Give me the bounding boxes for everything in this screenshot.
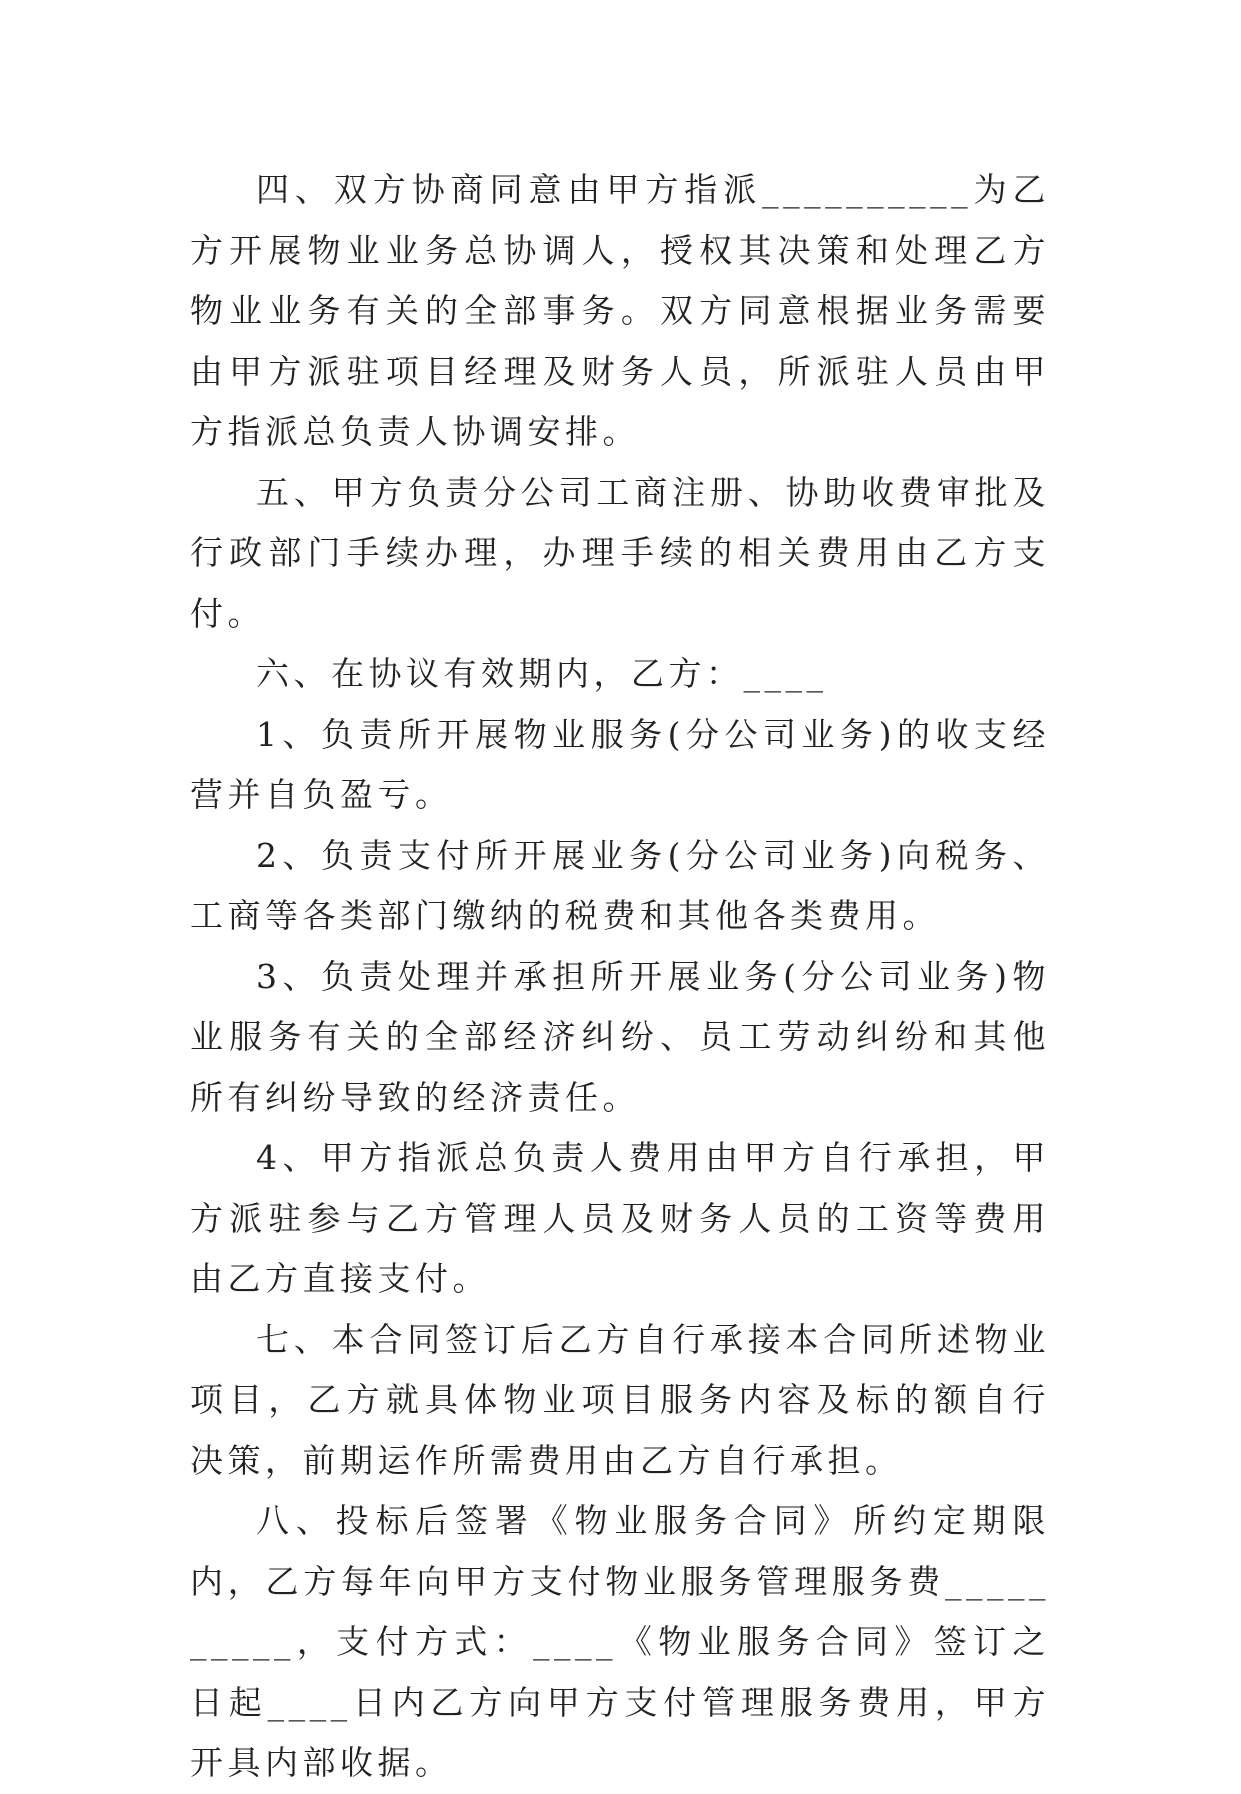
paragraph-6-item-1: 1、负责所开展物业服务(分公司业务)的收支经营并自负盈亏。 bbox=[190, 714, 1050, 814]
paragraph-6-item-3: 3、负责处理并承担所开展业务(分公司业务)物业服务有关的全部经济纠纷、员工劳动纠纷和其他所有纠纷导致的经济责任。 bbox=[190, 956, 1050, 1117]
paragraph-4-coordinator: 四、双方协商同意由甲方指派__________为乙方开展物业业务总协调人，授权其决策和处理乙方物业业务有关的全部事务。双方同意根据业务需要由甲方派驻项目经理及财务人员，所派驻人员由甲方指派总负责人协调安排。 bbox=[190, 170, 1050, 451]
document-body bbox=[190, 160, 1050, 1794]
paragraph-8-fees: 八、投标后签署《物业服务合同》所约定期限内，乙方每年向甲方支付物业服务管理服务费__________，支付方式：____《物业服务合同》签订之日起____日内乙方向甲方支付管理服务费用，甲方开具内部收据。 bbox=[190, 1501, 1050, 1782]
paragraph-6-item-4: 4、甲方指派总负责人费用由甲方自行承担，甲方派驻参与乙方管理人员及财务人员的工资等费用由乙方直接支付。 bbox=[190, 1138, 1050, 1298]
paragraph-5-registration: 五、甲方负责分公司工商注册、协助收费审批及行政部门手续办理，办理手续的相关费用由乙方支付。 bbox=[190, 472, 1050, 633]
paragraph-6-item-2: 2、负责支付所开展业务(分公司业务)向税务、工商等各类部门缴纳的税费和其他各类费用。 bbox=[190, 835, 1050, 935]
paragraph-7-projects: 七、本合同签订后乙方自行承接本合同所述物业项目，乙方就具体物业项目服务内容及标的额自行决策，前期运作所需费用由乙方自行承担。 bbox=[190, 1319, 1050, 1480]
paragraph-6-obligations: 六、在协议有效期内，乙方：____ bbox=[256, 654, 828, 693]
